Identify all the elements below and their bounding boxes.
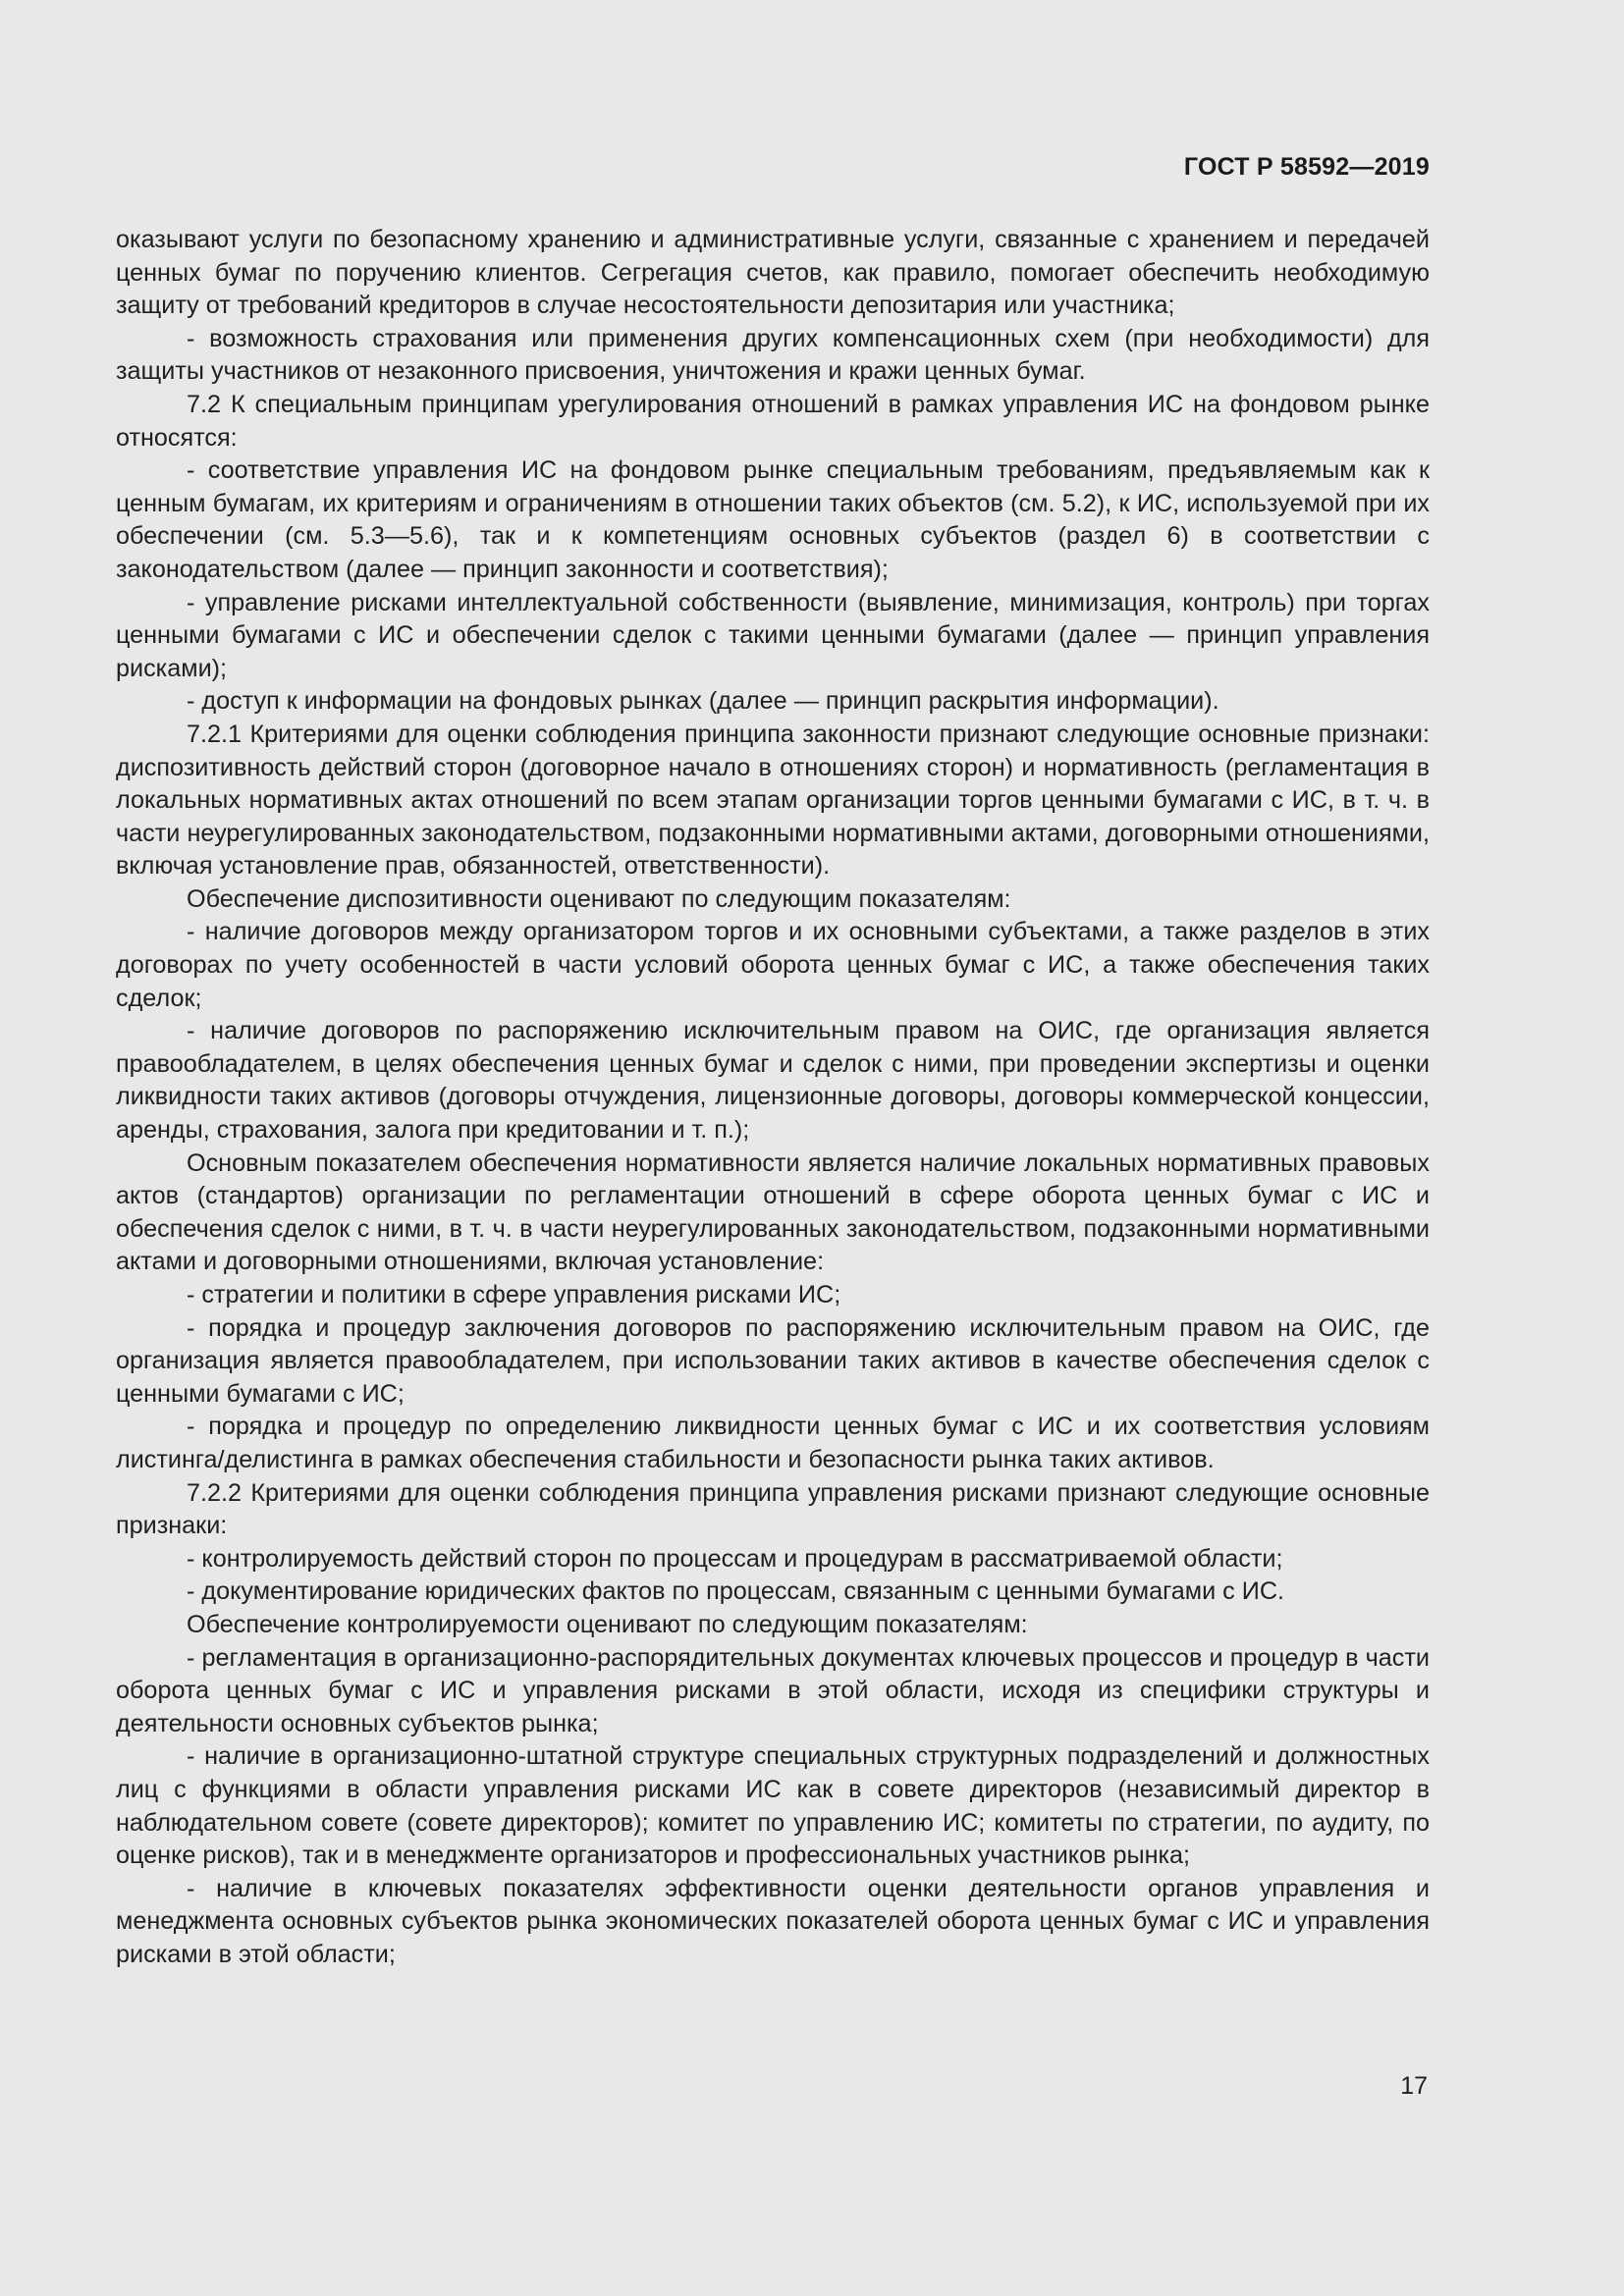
paragraph: оказывают услуги по безопасному хранению и административные услуги, связанные с хранением и передачей ценных бумаг по поручению клиентов. Сегрегация счетов, как правило, помогает обеспечить необходимую защиту от требований кредиторов в случае несостоятельности депозитария или участника; bbox=[116, 226, 1430, 320]
paragraph: - порядка и процедур по определению ликвидности ценных бумаг с ИС и их соответствия условиям листинга/делистинга в рамках обеспечения стабильности и безопасности рынка таких активов. bbox=[116, 1413, 1430, 1473]
paragraph: - наличие в организационно-штатной структуре специальных структурных подразделений и должностных лиц с функциями в области управления рисками ИС как в совете директоров (независимый директор в наблюдательном совете (совете директоров); комитет по управлению ИС; комитеты по стратегии, по аудиту, по оценке рисков), так и в менеджменте организаторов и профессиональных участников рынка; bbox=[116, 1742, 1430, 1870]
paragraph: Основным показателем обеспечения нормативности является наличие локальных нормативных правовых актов (стандартов) организации по регламентации отношений в сфере оборота ценных бумаг с ИС и обеспечения сделок с ними, в т. ч. в части неурегулированных законодательством, подзаконными нормативными актами и договорными отношениями, включая установление: bbox=[116, 1148, 1430, 1276]
paragraph: - соответствие управления ИС на фондовом рынке специальным требованиям, предъявляемым как к ценным бумагам, их критериям и ограничениям в отношении таких объектов (см. 5.2), к ИС, используемой при их обеспечении (см. 5.3—5.6), так и к компетенциям основных субъектов (раздел 6) в соответствии с законодательством (далее — принцип законности и соответствия); bbox=[116, 456, 1430, 583]
standard-id-header: ГОСТ Р 58592—2019 bbox=[1183, 153, 1430, 181]
paragraph: - стратегии и политики в сфере управления рисками ИС; bbox=[187, 1281, 841, 1308]
paragraph: - возможность страхования или применения других компенсационных схем (при необходимости) для защиты участников от незаконного присвоения, уничтожения и кражи ценных бумаг. bbox=[116, 324, 1430, 386]
paragraph: - порядка и процедур заключения договоров по распоряжению исключительным правом на ОИС, где организация является правообладателем, при использовании таких активов в качестве обеспечения сделок с ценными бумагами с ИС; bbox=[116, 1313, 1430, 1408]
paragraph: - наличие в ключевых показателях эффективности оценки деятельности органов управления и менеджмента основных субъектов рынка экономических показателей оборота ценных бумаг с ИС и управления рисками в этой области; bbox=[116, 1874, 1430, 1968]
page-number: 17 bbox=[1400, 2072, 1428, 2100]
document-body bbox=[116, 224, 1430, 1971]
paragraph: - наличие договоров между организатором торгов и их основными субъектами, а также разделов в этих договорах по учету особенностей в части условий оборота ценных бумаг с ИС, а также обеспечения таких сделок; bbox=[116, 918, 1430, 1012]
section-7-2-1-paragraph: 7.2.1 Критериями для оценки соблюдения принципа законности признают следующие основные признаки: диспозитивность действий сторон (договорное начало в отношениях сторон) и нормативность (регламентация в локальных нормативных актах отношений по всем этапам организации торгов ценными бумагами с ИС, в т. ч. в части неурегулированных законодательством, подзаконными нормативными актами, договорными отношениями, включая установление прав, обязанностей, ответственности). bbox=[116, 720, 1430, 881]
section-7-2-paragraph: 7.2 К специальным принципам урегулирования отношений в рамках управления ИС на фондовом рынке относятся: bbox=[116, 390, 1430, 452]
paragraph: - наличие договоров по распоряжению исключительным правом на ОИС, где организация является правообладателем, в целях обеспечения ценных бумаг и сделок с ними, при проведении экспертизы и оценки ликвидности таких активов (договоры отчуждения, лицензионные договоры, договоры коммерческой концессии, аренды, страхования, залога при кредитовании и т. п.); bbox=[116, 1017, 1430, 1145]
paragraph: - доступ к информации на фондовых рынках (далее — принцип раскрытия информации). bbox=[187, 687, 1219, 716]
paragraph: Обеспечение контролируемости оценивают по следующим показателям: bbox=[187, 1610, 1028, 1638]
paragraph: - регламентация в организационно-распорядительных документах ключевых процессов и процедур в части оборота ценных бумаг с ИС и управления рисками в этой области, исходя из специфики структуры и деятельности основных субъектов рынка; bbox=[116, 1643, 1430, 1737]
section-7-2-2-paragraph: 7.2.2 Критериями для оценки соблюдения принципа управления рисками признают следующие основные признаки: bbox=[116, 1478, 1430, 1540]
paragraph: - контролируемость действий сторон по процессам и процедурам в рассматриваемой области; bbox=[187, 1544, 1283, 1573]
paragraph: Обеспечение диспозитивности оценивают по следующим показателям: bbox=[187, 884, 1011, 913]
paragraph: - управление рисками интеллектуальной собственности (выявление, минимизация, контроль) при торгах ценными бумагами с ИС и обеспечении сделок с такими ценными бумагами (далее — принцип управления рисками); bbox=[116, 588, 1430, 682]
paragraph: - документирование юридических фактов по процессам, связанным с ценными бумагами с ИС. bbox=[187, 1577, 1285, 1606]
